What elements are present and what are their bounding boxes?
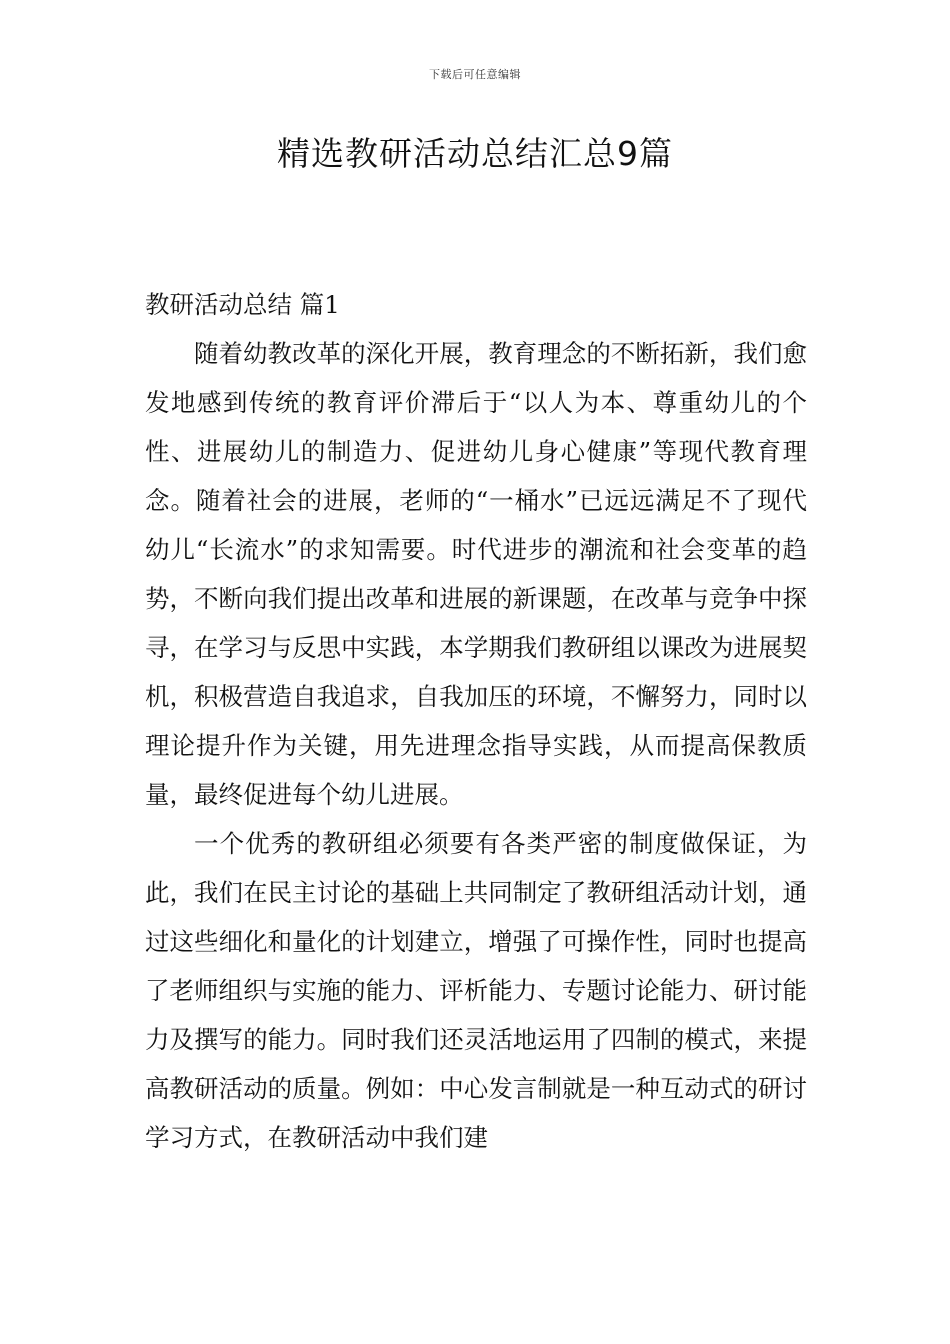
body-paragraph: 随着幼教改革的深化开展，教育理念的不断拓新，我们愈发地感到传统的教育评价滞后于“以人为本、尊重幼儿的个性、进展幼儿的制造力、促进幼儿身心健康”等现代教育理念。随着社会的进展，老师的“一桶水”已远远满足不了现代幼儿“长流水”的求知需要。时代进步的潮流和社会变革的趋势，不断向我们提出改革和进展的新课题，在改革与竞争中探寻，在学习与反思中实践，本学期我们教研组以课改为进展契机，积极营造自我追求，自我加压的环境，不懈努力，同时以理论提升作为关键，用先进理念指导实践，从而提高保教质量，最终促进每个幼儿进展。 (145, 339, 807, 809)
document-body (145, 280, 807, 1162)
document-title: 精选教研活动总结汇总9篇 (277, 134, 673, 173)
body-paragraph: 一个优秀的教研组必须要有各类严密的制度做保证，为此，我们在民主讨论的基础上共同制定了教研组活动计划，通过这些细化和量化的计划建立，增强了可操作性，同时也提高了老师组织与实施的能力、评析能力、专题讨论能力、研讨能力及撰写的能力。同时我们还灵活地运用了四制的模式，来提高教研活动的质量。例如：中心发言制就是一种互动式的研讨学习方式，在教研活动中我们建 (145, 829, 807, 1152)
section-heading: 教研活动总结 篇1 (145, 290, 340, 319)
header-note: 下载后可任意编辑 (429, 68, 521, 81)
